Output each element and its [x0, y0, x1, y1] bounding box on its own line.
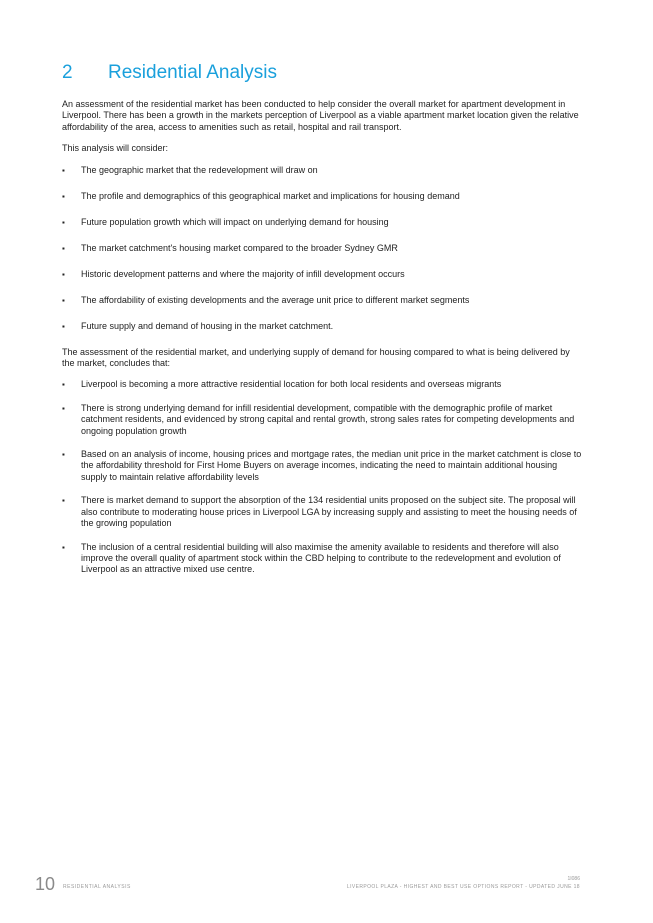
section-title: Residential Analysis: [108, 62, 277, 83]
page-footer: [0, 870, 653, 900]
section-heading: [62, 62, 277, 84]
list-item: [62, 243, 582, 254]
body-content: [62, 99, 582, 588]
list-item-text: Based on an analysis of income, housing prices and mortgage rates, the median unit price in the market catchment is close to the affordability threshold for First Home Buyers on average incomes, indicating the need to maintain additional housing supply to maintain relative affordability levels: [81, 449, 582, 482]
list-item-text: The inclusion of a central residential building will also maximise the amenity available to residents and therefore will also improve the overall quality of apartment stock within the CBD helping to contribute to the redevelopment and evolution of Liverpool as an attractive mixed use centre.: [81, 541, 561, 575]
bullet-icon: ▪: [62, 217, 65, 227]
bullet-icon: ▪: [62, 380, 65, 390]
list-item-text: Future supply and demand of housing in the market catchment.: [81, 320, 334, 331]
bullet-icon: ▪: [62, 450, 65, 460]
list-item: [62, 542, 582, 576]
bullet-icon: ▪: [62, 269, 65, 279]
bullet-icon: ▪: [62, 165, 65, 175]
bullet-icon: ▪: [62, 542, 65, 552]
list-item: [62, 269, 582, 280]
bullet-icon: ▪: [62, 191, 65, 201]
list-item: [62, 495, 582, 529]
conclusion-lead: The assessment of the residential market, and underlying supply of demand for housing compared to what is being delivered by the market, concludes that:: [62, 346, 570, 369]
list-item: [62, 321, 582, 332]
list-item: [62, 165, 582, 176]
page-number: 10: [35, 874, 56, 894]
analysis-list: [62, 165, 582, 332]
list-item: [62, 217, 582, 228]
list-item-text: Historic development patterns and where the majority of infill development occurs: [81, 268, 405, 279]
list-item-text: The market catchment's housing market compared to the broader Sydney GMR: [81, 242, 398, 253]
list-item-text: Liverpool is becoming a more attractive residential location for both local residents and overseas migrants: [81, 379, 502, 390]
list-item: [62, 403, 582, 437]
list-item: [62, 191, 582, 202]
list-item: [62, 379, 582, 390]
analysis-lead: This analysis will consider:: [62, 143, 169, 154]
list-item-text: The profile and demographics of this geographical market and implications for housing demand: [81, 190, 460, 201]
section-number: 2: [62, 62, 73, 83]
bullet-icon: ▪: [62, 243, 65, 253]
list-item-text: There is market demand to support the absorption of the 134 residential units proposed on the subject site. The proposal will also contribute to moderating house prices in Liverpool LGA by increasing supply and assisting to meet the housing needs of the growing population: [81, 495, 577, 529]
list-item-text: There is strong underlying demand for infill residential development, compatible with the demographic profile of market catchment residents, and evidenced by strong capital and rental growth, strong sales rates for competing developments and ongoing population growth: [81, 402, 575, 436]
bullet-icon: ▪: [62, 496, 65, 506]
footer-section-name: RESIDENTIAL ANALYSIS: [63, 884, 131, 890]
bullet-icon: ▪: [62, 295, 65, 305]
list-item-text: The affordability of existing developments and the average unit price to different market segments: [81, 294, 470, 305]
list-item: [62, 295, 582, 306]
list-item-text: The geographic market that the redevelopment will draw on: [81, 164, 318, 175]
list-item-text: Future population growth which will impact on underlying demand for housing: [81, 216, 389, 227]
footer-doc-code: 1I086: [567, 876, 580, 882]
conclusion-list: [62, 379, 582, 575]
intro-paragraph: An assessment of the residential market has been conducted to help consider the overall market for apartment development in Liverpool. There has been a growth in the markets perception of Liverpool as a viable apartment market location given the relative affordability of the area, access to amenities such as retail, hospital and rail transport.: [62, 99, 579, 132]
footer-doc-title: LIVERPOOL PLAZA - HIGHEST AND BEST USE OPTIONS REPORT - UPDATED JUNE 18: [346, 884, 580, 890]
bullet-icon: ▪: [62, 321, 65, 331]
bullet-icon: ▪: [62, 403, 65, 413]
list-item: [62, 449, 582, 483]
